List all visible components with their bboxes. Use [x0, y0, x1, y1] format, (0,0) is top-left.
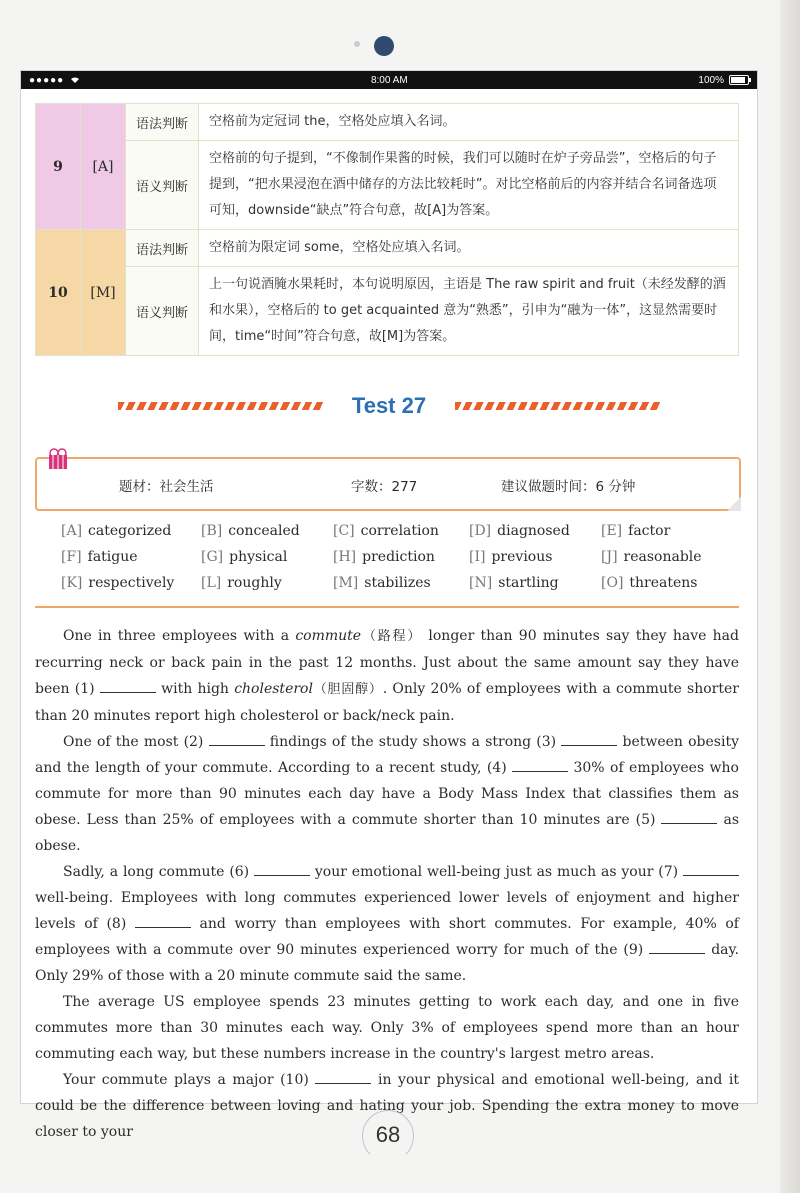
divider [35, 606, 739, 608]
option-item [61, 549, 138, 565]
option-word: correlation [360, 523, 439, 539]
test-info-box [35, 457, 741, 511]
option-word: categorized [88, 523, 172, 539]
test-title: Test 27 [351, 393, 427, 418]
option-letter: [K] [61, 575, 83, 591]
option-letter: [G] [201, 549, 224, 565]
blank-4[interactable] [512, 757, 568, 772]
option-word: threatens [629, 575, 698, 591]
option-letter: [J] [601, 549, 618, 565]
option-word: physical [229, 549, 288, 565]
page-curl-icon [727, 497, 741, 511]
judgment-text: 上一句说酒腌水果耗时，本句说明原因，主语是 The raw spirit and fruit（未经发酵的酒和水果），空格后的 to get acquainted 意为“熟悉”，引申为“融为一体”，这显然需要时间，time“时间”符合句意，故[M]为答案。 [199, 267, 739, 356]
option-letter: [A] [61, 523, 83, 539]
paragraph-4: The average US employee spends 23 minutes getting to work each day, and one in five commutes more than 30 minutes each way. Only 3% of employees spend more than an hour commuting each way, but these numbers increase in the country's largest metro areas. [35, 994, 739, 1062]
blank-10[interactable] [315, 1069, 371, 1084]
option-word: stabilizes [364, 575, 431, 591]
question-number: 9 [36, 104, 81, 230]
table-row [36, 267, 739, 356]
option-letter: [B] [201, 523, 223, 539]
front-camera-icon [374, 36, 394, 56]
option-letter: [D] [469, 523, 492, 539]
battery-icon [729, 75, 749, 85]
paragraph-3: Sadly, a long commute (6) your emotional well-being just as much as your (7) well-being. Employees with long commutes experienced lower levels of enjoyment and higher levels of (8) and worry than employees with short commutes. For example, 40% of employees with a commute over 90 minutes experienced worry for much of the (9) day. Only 29% of those with a 20 minute commute said the same. [35, 859, 739, 989]
camera-sensor-icon [354, 41, 360, 47]
judgment-type: 语法判断 [126, 230, 199, 267]
paper-clip-icon [47, 447, 69, 471]
info-subject: 题材：社会生活 [119, 479, 214, 495]
option-letter: [I] [469, 549, 486, 565]
blank-3[interactable] [561, 731, 617, 746]
option-item [333, 575, 431, 591]
option-word: diagnosed [497, 523, 570, 539]
option-word: reasonable [623, 549, 702, 565]
option-item [469, 523, 570, 539]
signal-icon: ●●●●● [29, 74, 65, 86]
blank-1[interactable] [100, 678, 156, 693]
judgment-type: 语义判断 [126, 141, 199, 230]
judgment-text: 空格前的句子提到，“不像制作果酱的时候，我们可以随时在炉子旁品尝”，空格后的句子提到，“把水果浸泡在酒中储存的方法比较耗时”。对比空格前后的内容并结合名词备选项可知，downside“缺点”符合句意，故[A]为答案。 [199, 141, 739, 230]
option-letter: [C] [333, 523, 355, 539]
status-bar [21, 71, 757, 89]
info-word-count: 字数：277 [351, 479, 418, 495]
option-item [201, 523, 300, 539]
table-row [36, 230, 739, 267]
decorative-stripes [455, 402, 660, 410]
question-number: 10 [36, 230, 81, 356]
option-letter: [O] [601, 575, 624, 591]
option-item [333, 523, 439, 539]
blank-6[interactable] [254, 861, 310, 876]
option-item [601, 549, 702, 565]
option-letter: [F] [61, 549, 82, 565]
option-letter: [E] [601, 523, 623, 539]
option-letter: [N] [469, 575, 493, 591]
blank-5[interactable] [661, 809, 717, 824]
option-word: concealed [228, 523, 300, 539]
option-item [333, 549, 435, 565]
judgment-text: 空格前为限定词 some，空格处应填入名词。 [199, 230, 739, 267]
option-item [61, 575, 174, 591]
option-item [469, 575, 559, 591]
option-letter: [H] [333, 549, 357, 565]
option-letter: [M] [333, 575, 359, 591]
battery-percent: 100% [698, 74, 724, 86]
blank-7[interactable] [683, 861, 739, 876]
table-row [36, 141, 739, 230]
answer-letter: [A] [81, 104, 126, 230]
blank-8[interactable] [135, 913, 191, 928]
answer-explanation-table [35, 103, 739, 356]
option-item [201, 575, 282, 591]
option-word: factor [628, 523, 671, 539]
option-item [469, 549, 552, 565]
answer-letter: [M] [81, 230, 126, 356]
paragraph-1: One in three employees with a commute（路程） longer than 90 minutes say they have had recurring neck or back pain in the past 12 months. Just about the same amount say they have been (1) with high cholesterol（胆固醇）. Only 20% of employees with a commute shorter than 20 minutes report high cholesterol or back/neck pain. [35, 628, 739, 724]
blank-2[interactable] [209, 731, 265, 746]
judgment-text: 空格前为定冠词 the，空格处应填入名词。 [199, 104, 739, 141]
table-row [36, 104, 739, 141]
option-item [601, 523, 670, 539]
judgment-type: 语法判断 [126, 104, 199, 141]
option-word: respectively [88, 575, 175, 591]
judgment-type: 语义判断 [126, 267, 199, 356]
option-letter: [L] [201, 575, 222, 591]
test-heading [21, 393, 757, 419]
option-item [61, 523, 171, 539]
option-item [201, 549, 287, 565]
reading-passage [35, 623, 739, 1145]
blank-9[interactable] [649, 939, 705, 954]
option-word: prediction [362, 549, 435, 565]
wifi-icon [70, 76, 80, 84]
option-word: previous [491, 549, 553, 565]
status-time: 8:00 AM [370, 74, 408, 86]
paragraph-5: Your commute plays a major (10) in your physical and emotional well-being, and it could be the difference between loving and hating your job. Spending the extra money to move closer to your [35, 1067, 739, 1145]
option-word: fatigue [87, 549, 138, 565]
option-word: roughly [227, 575, 282, 591]
info-suggested-time: 建议做题时间：6 分钟 [501, 479, 636, 495]
option-word: startling [498, 575, 559, 591]
page-number: 68 [358, 1110, 418, 1160]
paragraph-2: One of the most (2) findings of the study shows a strong (3) between obesity and the length of your commute. According to a recent study, (4) 30% of employees who commute for more than 90 minutes each day have a Body Mass Index that classifies them as obese. Less than 25% of employees with a commute shorter than 10 minutes are (5) as obese. [35, 729, 739, 859]
option-item [601, 575, 698, 591]
book-page-edge [780, 0, 800, 1193]
decorative-stripes [118, 402, 323, 410]
